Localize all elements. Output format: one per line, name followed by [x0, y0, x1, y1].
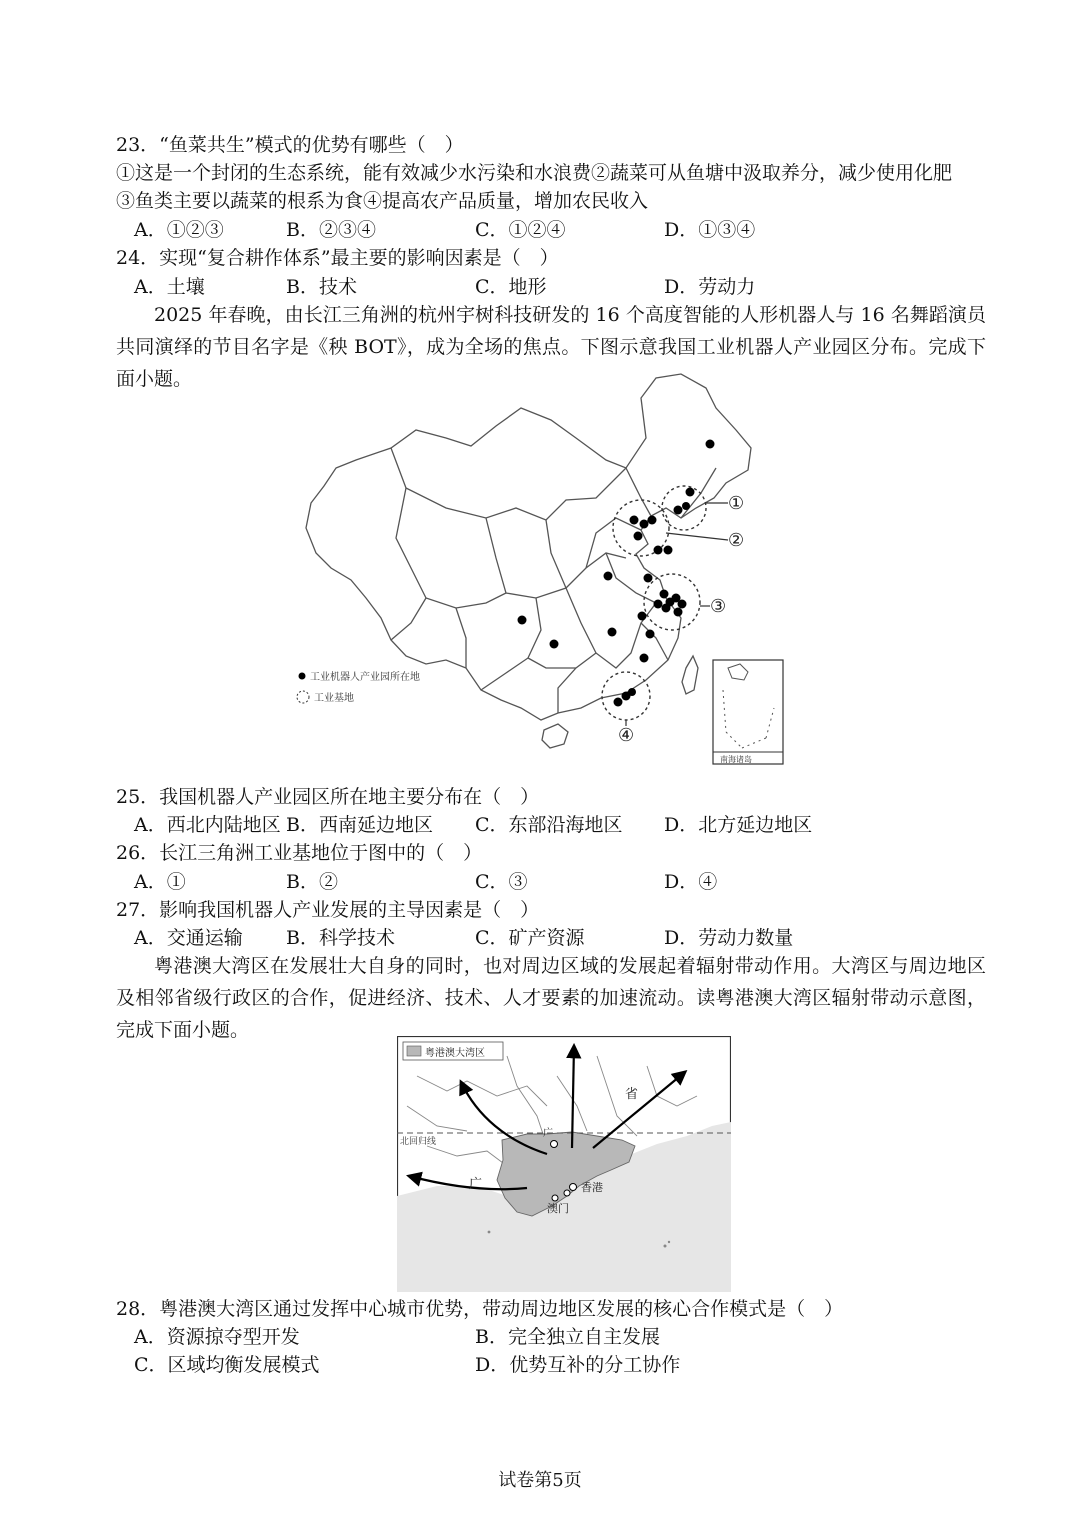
map1-label-3: ③: [710, 596, 727, 617]
q27-option-d[interactable]: D．劳动力数量: [664, 927, 794, 949]
passage-bay-area: [116, 950, 986, 1046]
q23-option-a[interactable]: A．①②③: [134, 219, 224, 241]
q23-statement-1: ①这是一个封闭的生态系统，能有效减少水污染和水浪费②蔬菜可从鱼塘中汲取养分，减少使用化肥: [116, 162, 953, 184]
tropic-label: 北回归线: [400, 1137, 437, 1147]
q23-option-b[interactable]: B．②③④: [286, 219, 376, 241]
map2-legend: 粤港澳大湾区: [425, 1048, 485, 1059]
q25-option-c[interactable]: C．东部沿海地区: [475, 814, 623, 836]
q26-option-a[interactable]: A．①: [134, 871, 186, 893]
q26-option-b[interactable]: B．②: [286, 871, 338, 893]
q23-statement-2: ③鱼类主要以蔬菜的根系为食④提高农产品质量，增加农民收入: [116, 190, 649, 212]
q24-option-b[interactable]: B．技术: [286, 276, 357, 298]
page-footer: 试卷第5页: [498, 1470, 582, 1491]
q26-option-c[interactable]: C．③: [475, 871, 528, 893]
q23-option-d[interactable]: D．①③④: [664, 219, 756, 241]
q28-stem: 28．粤港澳大湾区通过发挥中心城市优势，带动周边地区发展的核心合作模式是（ ）: [116, 1298, 844, 1320]
passage-bay-area-text: 粤港澳大湾区在发展壮大自身的同时，也对周边区域的发展起着辐射带动作用。大湾区与周边地区及相邻省级行政区的合作，促进经济、技术、人才要素的加速流动。读粤港澳大湾区辐射带动示意图，完成下面小题。: [116, 955, 986, 1041]
q26-option-d[interactable]: D．④: [664, 871, 718, 893]
map1-label-4: ④: [618, 725, 635, 746]
q28-option-d[interactable]: D．优势互补的分工协作: [475, 1354, 681, 1376]
q25-stem: 25．我国机器人产业园区所在地主要分布在（ ）: [116, 786, 540, 808]
q27-option-c[interactable]: C．矿产资源: [475, 927, 585, 949]
q25-option-a[interactable]: A．西北内陆地区: [134, 814, 281, 836]
q24-option-a[interactable]: A．土壤: [134, 276, 205, 298]
q23-option-c[interactable]: C．①②④: [475, 219, 566, 241]
map1-inset-label: 南海诸岛: [720, 755, 752, 764]
q26-stem: 26．长江三角洲工业基地位于图中的（ ）: [116, 842, 483, 864]
macau-label: 澳门: [547, 1202, 569, 1215]
q28-option-a[interactable]: A．资源掠夺型开发: [134, 1326, 300, 1348]
china-robot-park-map: [296, 368, 790, 772]
q25-option-b[interactable]: B．西南延边地区: [286, 814, 433, 836]
province-char: 省: [625, 1087, 639, 1102]
q27-option-b[interactable]: B．科学技术: [286, 927, 395, 949]
guangzhou-label: 广: [543, 1128, 553, 1139]
hongkong-label: 香港: [581, 1181, 603, 1194]
map1-legend-circle: 工业基地: [314, 693, 354, 704]
guang-char: 广: [469, 1177, 483, 1192]
q27-option-a[interactable]: A．交通运输: [134, 927, 243, 949]
greater-bay-area-map: [397, 1036, 731, 1292]
q24-stem: 24．实现“复合耕作体系”最主要的影响因素是（ ）: [116, 247, 559, 269]
q25-option-d[interactable]: D．北方延边地区: [664, 814, 813, 836]
q24-option-d[interactable]: D．劳动力: [664, 276, 756, 298]
q28-option-b[interactable]: B．完全独立自主发展: [475, 1326, 660, 1348]
q28-option-c[interactable]: C．区域均衡发展模式: [134, 1354, 320, 1376]
q23-stem: 23．“鱼菜共生”模式的优势有哪些（ ）: [116, 134, 464, 156]
q27-stem: 27．影响我国机器人产业发展的主导因素是（ ）: [116, 899, 540, 921]
map1-label-1: ①: [728, 493, 745, 514]
map1-label-2: ②: [728, 530, 745, 551]
passage-robot-text: 2025 年春晚，由长江三角洲的杭州宇树科技研发的 16 个高度智能的人形机器人与 16 名舞蹈演员共同演绎的节目名字是《秧 BOT》，成为全场的焦点。下图示意我国工业机器人产业园区分布。完成下面小题。: [116, 304, 986, 390]
q24-option-c[interactable]: C．地形: [475, 276, 547, 298]
map1-legend-dot: 工业机器人产业园所在地: [310, 672, 420, 683]
south-china-sea-inset: [713, 660, 783, 764]
